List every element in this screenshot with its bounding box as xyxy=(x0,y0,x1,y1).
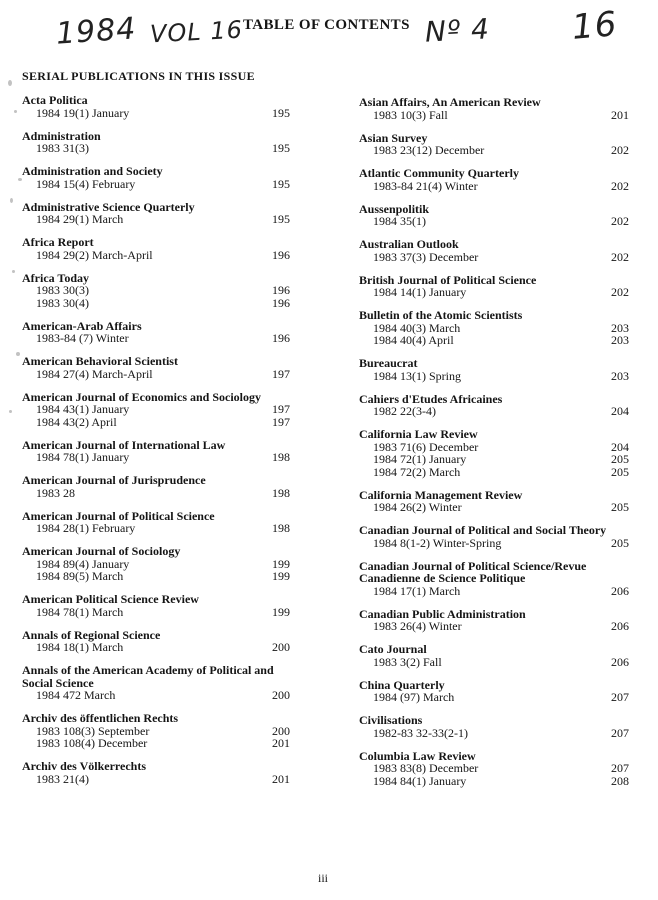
issue-details: 1983 108(4) December xyxy=(36,736,148,750)
page-reference: 200 xyxy=(272,723,290,738)
toc-entry xyxy=(22,629,290,654)
page-reference: 200 xyxy=(272,640,290,654)
page-reference: 205 xyxy=(611,464,629,479)
handwritten-corner-number: 16 xyxy=(570,4,619,48)
issue-row xyxy=(359,251,629,264)
issue-details: 1984 78(1) January xyxy=(36,450,130,464)
journal-title: American-Arab Affairs xyxy=(22,318,142,333)
issue-row xyxy=(22,297,290,310)
page-reference: 202 xyxy=(611,214,629,228)
page-reference: 206 xyxy=(611,619,629,633)
toc-entry xyxy=(359,608,629,633)
toc-entry xyxy=(359,203,629,228)
page-reference: 204 xyxy=(611,439,629,454)
issue-details: 1984 17(1) March xyxy=(373,583,461,598)
page-reference: 196 xyxy=(272,295,290,310)
issue-details: 1984 26(2) Winter xyxy=(373,500,462,514)
issue-details: 1983 28 xyxy=(36,485,75,500)
page-reference: 202 xyxy=(611,285,629,299)
issue-details: 1984 8(1-2) Winter-Spring xyxy=(373,535,502,550)
issue-details: 1984 43(2) April xyxy=(36,414,117,429)
issue-row xyxy=(22,737,290,750)
issue-row xyxy=(22,213,290,226)
issue-details: 1984 29(2) March-April xyxy=(36,247,153,262)
toc-entry xyxy=(359,167,629,192)
page-reference: 196 xyxy=(272,331,290,345)
journal-title: California Management Review xyxy=(359,487,523,502)
page-reference: 199 xyxy=(272,604,290,619)
issue-details: 1983 23(12) December xyxy=(373,143,485,157)
toc-entry xyxy=(22,355,290,380)
issue-details: 1983 37(3) December xyxy=(373,249,479,264)
issue-row xyxy=(359,691,629,704)
page-reference: 199 xyxy=(272,556,290,571)
toc-entry xyxy=(359,357,629,382)
issue-row xyxy=(22,522,290,535)
toc-entry xyxy=(22,130,290,155)
issue-row xyxy=(22,773,290,786)
issue-details: 1983 30(3) xyxy=(36,283,89,297)
page-reference: 195 xyxy=(272,176,290,191)
issue-details: 1984 15(4) February xyxy=(36,176,136,191)
issue-details: 1984 40(3) March xyxy=(373,320,461,335)
toc-entry xyxy=(359,524,629,549)
issue-details: 1983 83(8) December xyxy=(373,761,479,775)
toc-entry xyxy=(22,391,290,429)
issue-details: 1984 18(1) March xyxy=(36,640,124,654)
issue-row xyxy=(359,180,629,193)
page-reference: 196 xyxy=(272,283,290,297)
toc-entry xyxy=(22,439,290,464)
issue-details: 1983-84 21(4) Winter xyxy=(373,178,478,193)
toc-entry xyxy=(22,165,290,190)
issue-row xyxy=(22,606,290,619)
page-reference: 197 xyxy=(272,414,290,429)
toc-entry xyxy=(22,664,290,702)
issue-row xyxy=(22,487,290,500)
issue-row xyxy=(359,109,629,122)
issue-row xyxy=(359,466,629,479)
issue-details: 1983 31(3) xyxy=(36,141,89,155)
left-column xyxy=(22,94,290,796)
journal-title: Columbia Law Review xyxy=(359,748,476,763)
issue-row xyxy=(359,537,629,550)
journal-title: Administrative Science Quarterly xyxy=(22,199,195,214)
journal-title: American Journal of Sociology xyxy=(22,544,181,558)
issue-row xyxy=(22,570,290,583)
toc-entry xyxy=(359,132,629,157)
page-reference: 195 xyxy=(272,141,290,155)
journal-title: Asian Survey xyxy=(359,130,428,145)
issue-details: 1984 472 March xyxy=(36,688,116,702)
page-reference: 207 xyxy=(611,725,629,740)
issue-row xyxy=(22,689,290,702)
issue-row xyxy=(359,501,629,514)
issue-row xyxy=(359,370,629,383)
page-reference: 197 xyxy=(272,402,290,416)
journal-title: American Journal of Economics and Sociology xyxy=(22,389,261,404)
journal-title: American Political Science Review xyxy=(22,592,199,606)
toc-entry xyxy=(359,96,629,121)
issue-row xyxy=(22,641,290,654)
toc-entry xyxy=(22,760,290,785)
journal-title: Canadian Public Administration xyxy=(359,606,526,621)
toc-entry xyxy=(359,714,629,739)
page-reference: 195 xyxy=(272,105,290,120)
toc-entry xyxy=(22,545,290,583)
handwritten-volume: VOL 16 xyxy=(149,15,244,49)
issue-row xyxy=(22,332,290,345)
toc-entry xyxy=(22,201,290,226)
journal-title: Administration xyxy=(22,128,101,143)
issue-details: 1983 71(6) December xyxy=(373,439,479,454)
issue-row xyxy=(359,727,629,740)
issue-details: 1984 35(1) xyxy=(373,214,426,228)
issue-details: 1984 27(4) March-April xyxy=(36,366,153,381)
issue-details: 1984 43(1) January xyxy=(36,402,130,416)
issue-row xyxy=(359,775,629,788)
journal-title: Australian Outlook xyxy=(359,237,459,251)
page-reference: 201 xyxy=(611,107,629,122)
toc-entry xyxy=(359,428,629,478)
journal-title: Bureaucrat xyxy=(359,356,418,370)
issue-row xyxy=(359,656,629,669)
page-reference: 204 xyxy=(611,404,629,418)
journal-title: Acta Politica xyxy=(22,93,88,107)
journal-title: American Journal of Political Science xyxy=(22,508,215,523)
issue-details: 1983 108(3) September xyxy=(36,723,150,738)
toc-entry xyxy=(22,236,290,261)
issue-details: 1984 28(1) February xyxy=(36,521,136,535)
journal-title: Canadian Journal of Political Science/Revue Canadienne de Science Politique xyxy=(359,558,587,585)
toc-entry xyxy=(359,489,629,514)
issue-row xyxy=(359,405,629,418)
journal-title: Asian Affairs, An American Review xyxy=(359,95,541,109)
issue-details: 1984 89(5) March xyxy=(36,569,124,583)
issue-row xyxy=(22,451,290,464)
toc-entry xyxy=(359,643,629,668)
journal-title: Administration and Society xyxy=(22,164,163,178)
journal-title: Archiv des Völkerrechts xyxy=(22,759,146,773)
issue-row xyxy=(359,144,629,157)
journal-title: American Behavioral Scientist xyxy=(22,354,178,368)
right-column xyxy=(359,96,629,798)
toc-entry xyxy=(359,238,629,263)
toc-entry xyxy=(359,274,629,299)
page-reference: 202 xyxy=(611,178,629,193)
toc-entry xyxy=(22,272,290,310)
issue-details: 1983 30(4) xyxy=(36,295,89,310)
issue-row xyxy=(359,334,629,347)
issue-row xyxy=(359,215,629,228)
issue-details: 1982 22(3-4) xyxy=(373,404,436,418)
journal-title: Africa Today xyxy=(22,270,90,285)
page-reference: 197 xyxy=(272,366,290,381)
issue-details: 1984 72(2) March xyxy=(373,464,461,479)
issue-details: 1984 (97) March xyxy=(373,690,455,704)
toc-entry xyxy=(22,712,290,750)
issue-details: 1984 13(1) Spring xyxy=(373,368,461,383)
journal-title: Africa Report xyxy=(22,235,94,249)
issue-details: 1983 21(4) xyxy=(36,771,89,786)
issue-details: 1983-84 (7) Winter xyxy=(36,331,129,345)
issue-row xyxy=(22,249,290,262)
journal-title: Cato Journal xyxy=(359,642,427,656)
issue-details: 1984 29(1) March xyxy=(36,212,124,226)
issue-row xyxy=(22,178,290,191)
journal-title: China Quarterly xyxy=(359,677,445,692)
issue-row xyxy=(22,416,290,429)
page-reference: 206 xyxy=(611,583,629,598)
toc-entry xyxy=(359,309,629,347)
toc-entry xyxy=(359,393,629,418)
page-reference: 201 xyxy=(272,771,290,786)
journal-title: Bulletin of the Atomic Scientists xyxy=(359,308,523,322)
issue-details: 1984 84(1) January xyxy=(373,773,467,788)
journal-title: Canadian Journal of Political and Social Theory xyxy=(359,523,607,537)
page-reference: 198 xyxy=(272,485,290,500)
handwritten-year: 1984 xyxy=(54,11,138,52)
issue-details: 1984 89(4) January xyxy=(36,556,130,571)
page-reference: 196 xyxy=(272,247,290,262)
page-title: TABLE OF CONTENTS xyxy=(243,17,410,33)
journal-title: Cahiers d'Etudes Africaines xyxy=(359,391,503,406)
issue-details: 1983 3(2) Fall xyxy=(373,654,442,669)
toc-entry xyxy=(22,94,290,119)
page-reference: 205 xyxy=(611,500,629,514)
page-reference: 205 xyxy=(611,452,629,466)
page-reference: 199 xyxy=(272,569,290,583)
toc-entry xyxy=(22,510,290,535)
toc-entry xyxy=(359,679,629,704)
toc-entry xyxy=(359,750,629,788)
issue-details: 1983 26(4) Winter xyxy=(373,619,462,633)
issue-row xyxy=(22,107,290,120)
journal-title: British Journal of Political Science xyxy=(359,272,537,287)
journal-title: Archiv des öffentlichen Rechts xyxy=(22,711,179,725)
toc-entry xyxy=(22,320,290,345)
page-reference: 207 xyxy=(611,690,629,704)
journal-title: California Law Review xyxy=(359,427,478,441)
issue-details: 1982-83 32-33(2-1) xyxy=(373,725,468,740)
journal-title: American Journal of International Law xyxy=(22,437,226,452)
issue-row xyxy=(359,286,629,299)
issue-row xyxy=(359,585,629,598)
page-reference: 207 xyxy=(611,761,629,775)
toc-entry xyxy=(22,474,290,499)
page-reference: 206 xyxy=(611,654,629,669)
journal-title: Civilisations xyxy=(359,713,423,727)
page-reference: 201 xyxy=(272,736,290,750)
issue-row xyxy=(22,368,290,381)
issue-details: 1984 78(1) March xyxy=(36,604,124,619)
journal-title: Atlantic Community Quarterly xyxy=(359,166,519,180)
issue-details: 1984 19(1) January xyxy=(36,105,130,120)
section-title: SERIAL PUBLICATIONS IN THIS ISSUE xyxy=(22,69,255,83)
page-number: iii xyxy=(318,871,329,885)
handwritten-number: Nº 4 xyxy=(424,12,491,49)
toc-entry xyxy=(22,593,290,618)
page-reference: 198 xyxy=(272,450,290,464)
journal-title: Annals of Regional Science xyxy=(22,627,161,642)
page-reference: 198 xyxy=(272,521,290,535)
issue-details: 1983 10(3) Fall xyxy=(373,107,448,122)
toc-entry xyxy=(359,560,629,598)
issue-row xyxy=(359,620,629,633)
page-reference: 200 xyxy=(272,688,290,702)
page-reference: 203 xyxy=(611,368,629,383)
page-reference: 195 xyxy=(272,212,290,226)
page-reference: 202 xyxy=(611,249,629,264)
page-reference: 202 xyxy=(611,143,629,157)
page-reference: 203 xyxy=(611,320,629,335)
page-reference: 203 xyxy=(611,333,629,347)
journal-title: Aussenpolitik xyxy=(359,201,430,216)
journal-title: Annals of the American Academy of Political and Social Science xyxy=(22,663,274,690)
page-reference: 208 xyxy=(611,773,629,788)
issue-details: 1984 40(4) April xyxy=(373,333,454,347)
journal-title: American Journal of Jurisprudence xyxy=(22,473,206,487)
issue-row xyxy=(22,142,290,155)
issue-details: 1984 72(1) January xyxy=(373,452,467,466)
issue-details: 1984 14(1) January xyxy=(373,285,467,299)
page-reference: 205 xyxy=(611,535,629,550)
